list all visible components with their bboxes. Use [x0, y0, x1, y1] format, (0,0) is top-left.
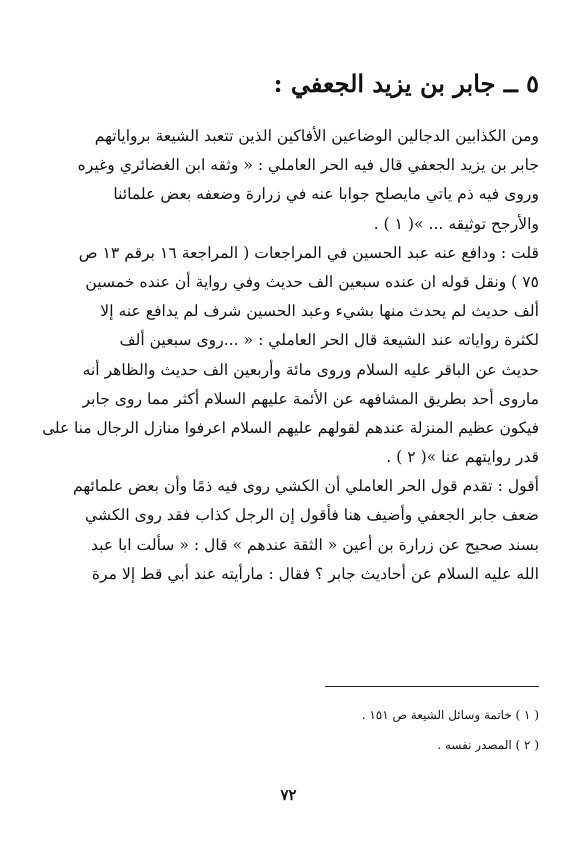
body-line: ٧٥ ) ونقل قوله ان عنده سبعين الف حديث وفي رواية أن عنده خمسين	[85, 272, 539, 291]
body-line: والأرجح توثيقه ... »( ١ ) .	[373, 214, 539, 233]
body-line: أقول : تقدم قول الحر العاملي أن الكشي روى فيه ذمًا وأن بعض علمائهم	[72, 477, 539, 496]
section-heading: ٥ ــ جابر بن يزيد الجعفي :	[273, 69, 539, 98]
body-line: قلت : ودافع عنه عبد الحسين في المراجعات ( المراجعة ١٦ برقم ١٣ ص	[78, 243, 539, 262]
body-line: ماروى أحد بطريق المشافهه عن الأئمة عليهم السلام أكثر مما روى جابر	[82, 389, 539, 408]
body-line: جابر بن يزيد الجعفي قال فيه الحر العاملي : « وثقه ابن الغضائري وغيره	[77, 156, 539, 175]
body-line: وروى فيه ذم ياتي مايصلح جوابا عنه في زرارة وضعفه بعض علمائنا	[113, 185, 539, 204]
footnote: ( ١ ) خاتمة وسائل الشيعة ص ١٥١ .	[361, 708, 539, 722]
body-line: حديث عن الباقر عليه السلام وروى مائة وأربعين الف حديث والظاهر أنه	[82, 360, 539, 379]
body-line: لكثرة رواياته عند الشيعة قال الحر العاملي : « ...روى سبعين ألف	[119, 331, 539, 350]
body-line: ومن الكذابين الدجالين الوضاعين الأفاكين الذين تتعبد الشيعة برواياتهم	[94, 127, 539, 145]
footnotes	[39, 700, 539, 760]
body-line: بسند صحيح عن زرارة بن أعين « الثقة عندهم » قال : « سألت ابا عبد	[90, 535, 539, 554]
body-line: ألف حديث لم يحدث منها بشيء وعبد الحسين شرف لم يدافع عنه إلا	[100, 302, 539, 321]
footnote-divider	[325, 686, 539, 687]
body-line: الله عليه السلام عن أحاديث جابر ؟ فقال : مارأيته عند أبي قط إلا مرة	[91, 564, 539, 583]
body-text	[39, 122, 539, 589]
footnote: ( ٢ ) المصدر نفسه .	[437, 738, 539, 752]
body-line: قدر روايتهم عنا »( ٢ ) .	[386, 448, 539, 467]
body-line: فيكون عظيم المنزلة عندهم لقولهم عليهم السلام اعرفوا منازل الرجال منا على	[42, 418, 539, 437]
page-number: ٧٢	[280, 786, 297, 804]
body-line: ضعف جابر الجعفي وأضيف هنا فأقول إن الرجل كذاب فقد روى الكشي	[85, 506, 539, 525]
